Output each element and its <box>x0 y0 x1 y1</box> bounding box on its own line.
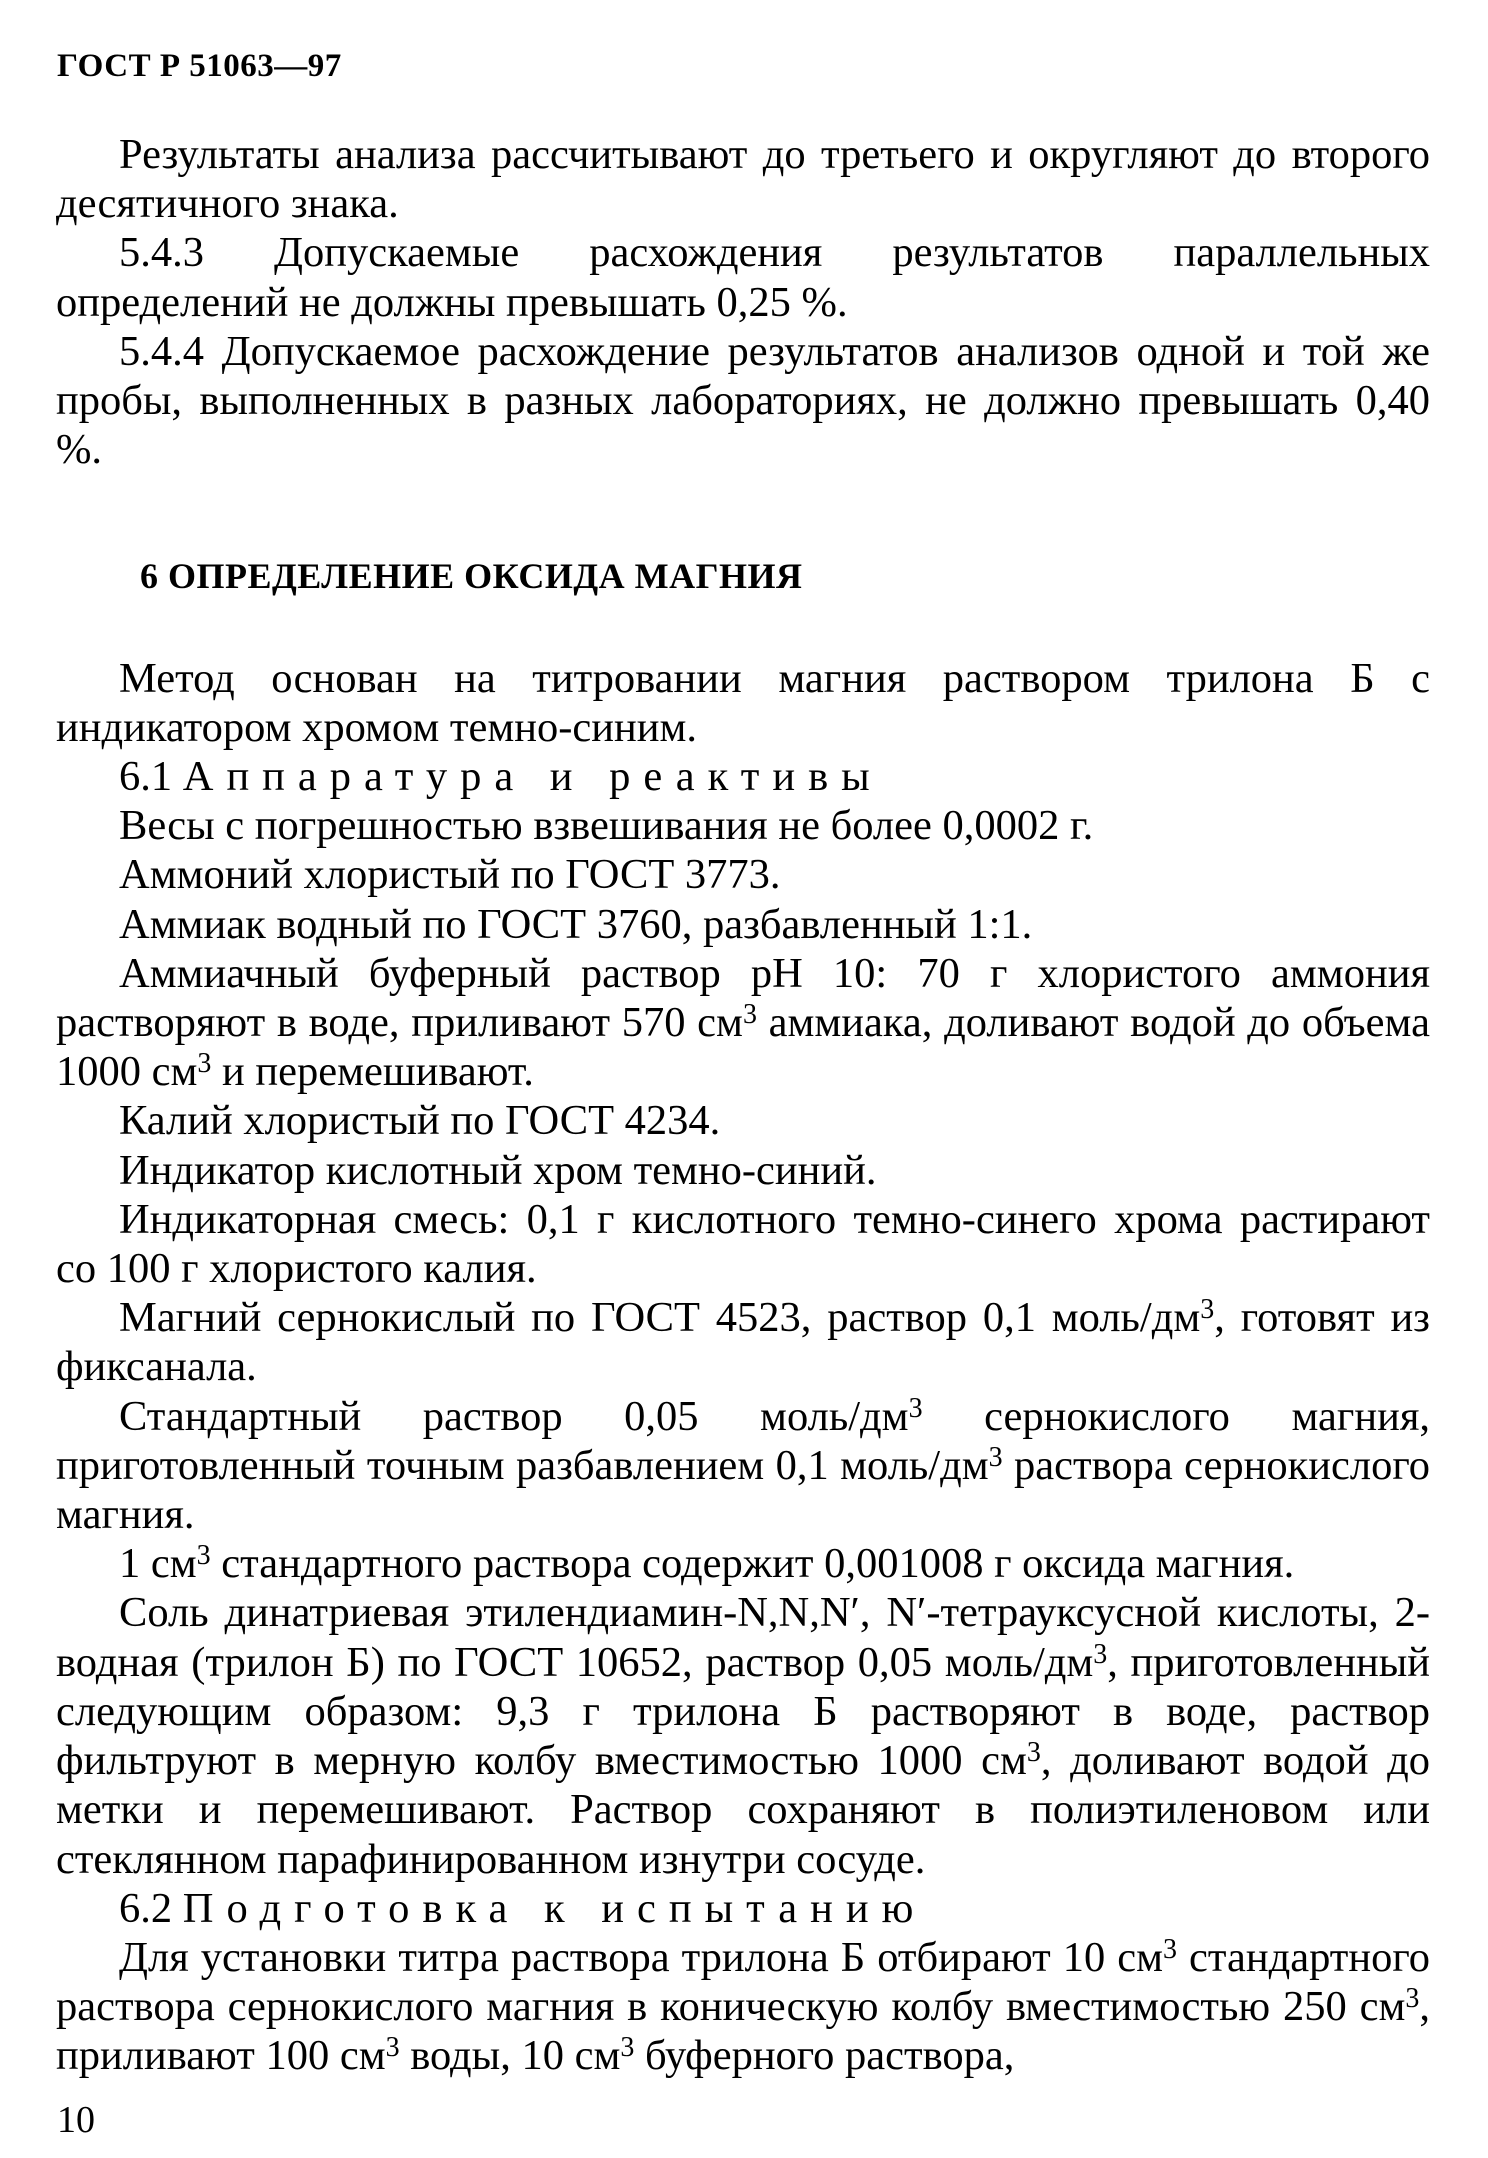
item-indicator-mix: Индикаторная смесь: 0,1 г кислотного темно-синего хрома растирают со 100 г хлористого калия. <box>56 1195 1430 1293</box>
paragraph-5-4-3: 5.4.3 Допускаемые расхождения результатов параллельных определений не должны превышать 0,25 %. <box>56 229 1430 326</box>
item-indicator: Индикатор кислотный хром темно-синий. <box>119 1146 877 1194</box>
text-run: аммиака, доливают водой до объема 1000 см <box>56 999 1430 1096</box>
text-run: Для установки титра раствора трилона Б отбирают 10 см <box>119 1933 1164 1981</box>
subsection-title: Аппаратура и реактивы <box>182 753 883 801</box>
superscript: 3 <box>908 1392 923 1424</box>
item-one-cm <box>56 1539 1430 1588</box>
text-run: Стандартный раствор 0,05 моль/дм <box>119 1392 909 1440</box>
superscript: 3 <box>196 1540 211 1572</box>
text-run: 1 см <box>119 1540 197 1588</box>
superscript: 3 <box>1163 1933 1178 1965</box>
text-run: и перемешивают. <box>211 1048 534 1096</box>
superscript: 3 <box>1405 1983 1420 2015</box>
item-scales: Весы с погрешностью взвешивания не более 0,0002 г. <box>119 802 1094 850</box>
superscript: 3 <box>1026 1737 1041 1769</box>
text-run: буферного раствора, <box>634 2032 1015 2080</box>
text-run: , доливают водой до метки и перемешивают. Раствор сохраняют в полиэтиленовом или стеклянном парафинированном изнутри сосуде. <box>56 1737 1430 1883</box>
subsection-number: 6.1 <box>119 753 173 801</box>
page-body <box>56 130 1430 2081</box>
text-run: воды, 10 см <box>399 2032 621 2080</box>
subsection-6-2-heading <box>56 1884 1430 1933</box>
running-header: ГОСТ Р 51063—97 <box>57 48 342 84</box>
superscript: 3 <box>197 1048 212 1080</box>
text-run: сернокислого магния, приготовленный точным разбавлением 0,1 моль/дм <box>56 1392 1431 1489</box>
text-run: Аммиачный буферный раствор рН 10: 70 г хлористого аммония растворяют в воде, приливают 570 см <box>56 949 1430 1047</box>
section-6-heading: 6 ОПРЕДЕЛЕНИЕ ОКСИДА МАГНИЯ <box>140 556 803 597</box>
superscript: 3 <box>1093 1638 1108 1670</box>
preparation-paragraph <box>56 1933 1430 2081</box>
superscript: 3 <box>1200 1294 1215 1326</box>
item-magnesium-sulfate <box>56 1293 1430 1391</box>
item-buffer-solution <box>56 949 1430 1097</box>
item-ammonium-chloride: Аммоний хлористый по ГОСТ 3773. <box>119 851 781 899</box>
text-run: , приготовленный следующим образом: 9,3 г трилона Б растворяют в воде, раствор фильтруют в мерную колбу вместимостью 1000 см <box>56 1638 1430 1785</box>
superscript: 3 <box>620 2032 635 2064</box>
subsection-6-1-heading <box>56 752 1430 801</box>
superscript: 3 <box>385 2032 400 2064</box>
text-run: раствора сернокислого магния. <box>56 1441 1430 1539</box>
text-run: Соль динатриевая этилендиамин-N,N,N′, N′-тетрауксусной кислоты, 2-водная (трилон Б) по ГОСТ 10652, раствор 0,05 моль/дм <box>56 1589 1430 1686</box>
text-run: , приливают 100 см <box>56 1983 1430 2080</box>
subsection-number: 6.2 <box>119 1884 173 1932</box>
text-run: стандартного раствора сернокислого магния в коническую колбу вместимостью 250 см <box>56 1933 1430 2031</box>
superscript: 3 <box>742 999 757 1031</box>
text-run: , готовят из фиксанала. <box>56 1294 1430 1391</box>
item-ammonia: Аммиак водный по ГОСТ 3760, разбавленный 1:1. <box>119 900 1033 948</box>
text-run: стандартного раствора содержит 0,001008 г оксида магния. <box>210 1540 1295 1588</box>
superscript: 3 <box>988 1441 1003 1473</box>
subsection-title: Подготовка к испытанию <box>182 1884 927 1932</box>
paragraph-results: Результаты анализа рассчитывают до третьего и округляют до второго десятичного знака. <box>56 131 1430 228</box>
item-standard-solution <box>56 1392 1430 1540</box>
item-trilon <box>56 1588 1430 1883</box>
item-potassium-chloride: Калий хлористый по ГОСТ 4234. <box>119 1097 721 1145</box>
paragraph-5-4-4: 5.4.4 Допускаемое расхождение результатов анализов одной и той же пробы, выполненных в разных лабораториях, не должно превышать 0,40 %. <box>56 327 1430 474</box>
page-number: 10 <box>57 2099 95 2141</box>
text-run: Магний сернокислый по ГОСТ 4523, раствор 0,1 моль/дм <box>119 1294 1201 1342</box>
method-intro: Метод основан на титровании магния раствором трилона Б с индикатором хромом темно-синим. <box>56 654 1430 751</box>
